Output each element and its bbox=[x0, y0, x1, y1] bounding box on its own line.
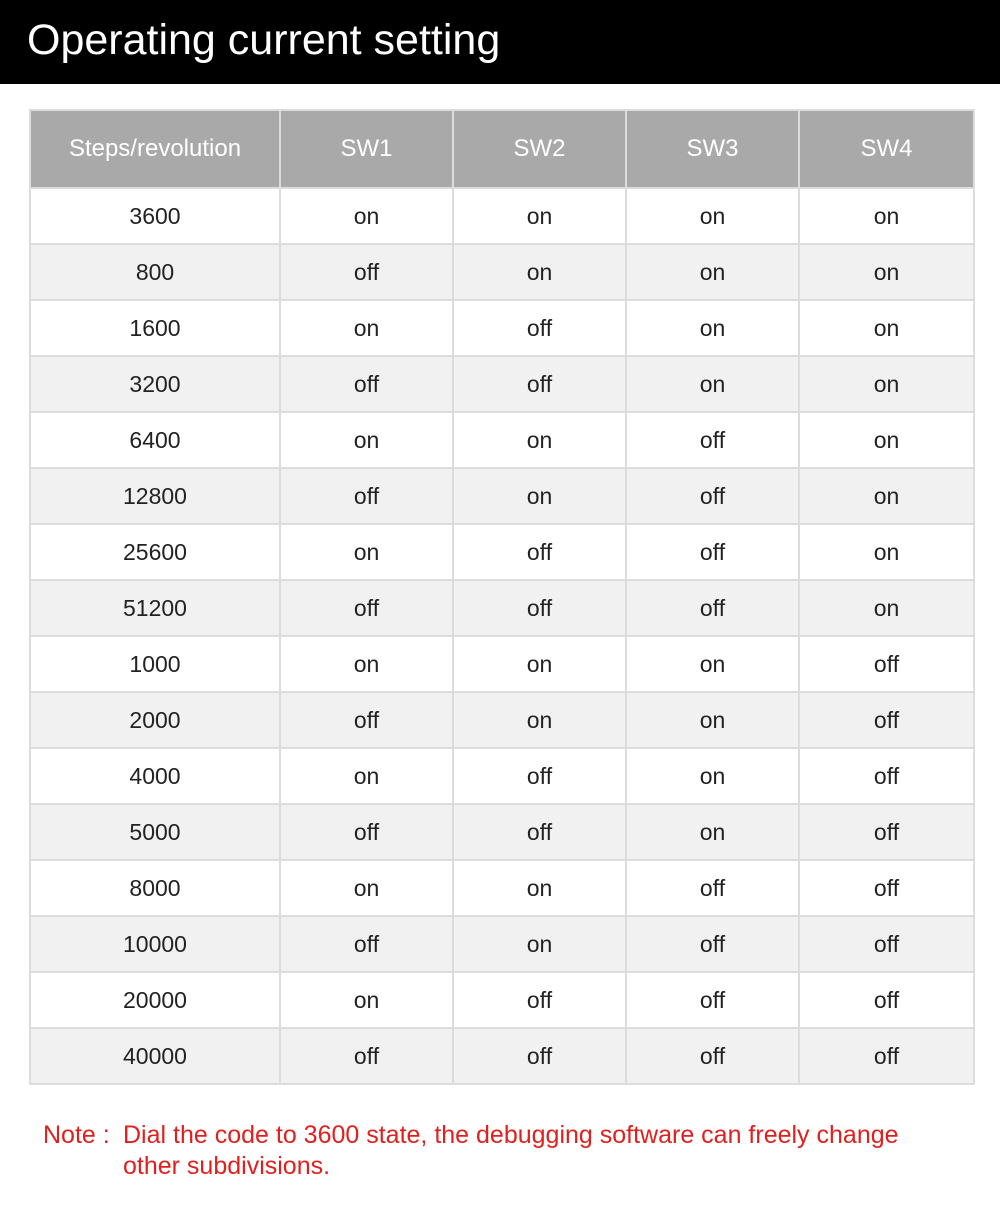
steps-cell: 2000 bbox=[30, 692, 280, 748]
sw1-cell: on bbox=[280, 636, 453, 692]
sw2-cell: off bbox=[453, 1028, 626, 1084]
column-header-sw3: SW3 bbox=[626, 110, 799, 188]
sw3-cell: on bbox=[626, 636, 799, 692]
sw2-cell: on bbox=[453, 860, 626, 916]
table-row bbox=[30, 356, 974, 412]
sw3-cell: on bbox=[626, 188, 799, 244]
steps-cell: 25600 bbox=[30, 524, 280, 580]
sw4-cell: off bbox=[799, 860, 974, 916]
sw3-cell: off bbox=[626, 412, 799, 468]
sw4-cell: off bbox=[799, 692, 974, 748]
sw4-cell: off bbox=[799, 1028, 974, 1084]
steps-cell: 8000 bbox=[30, 860, 280, 916]
table-row bbox=[30, 916, 974, 972]
sw3-cell: off bbox=[626, 860, 799, 916]
table-row bbox=[30, 524, 974, 580]
table-row bbox=[30, 636, 974, 692]
sw1-cell: on bbox=[280, 188, 453, 244]
table-row bbox=[30, 804, 974, 860]
sw2-cell: off bbox=[453, 356, 626, 412]
settings-table-container bbox=[29, 109, 973, 1085]
note bbox=[43, 1120, 943, 1182]
sw2-cell: off bbox=[453, 748, 626, 804]
sw1-cell: on bbox=[280, 524, 453, 580]
table-row bbox=[30, 1028, 974, 1084]
table-row bbox=[30, 580, 974, 636]
sw2-cell: on bbox=[453, 692, 626, 748]
sw3-cell: on bbox=[626, 748, 799, 804]
sw3-cell: on bbox=[626, 300, 799, 356]
note-text: Dial the code to 3600 state, the debugging software can freely change other subdivisions. bbox=[123, 1121, 899, 1180]
sw3-cell: off bbox=[626, 468, 799, 524]
sw1-cell: on bbox=[280, 300, 453, 356]
table-row bbox=[30, 188, 974, 244]
table-row bbox=[30, 244, 974, 300]
sw1-cell: on bbox=[280, 972, 453, 1028]
sw4-cell: on bbox=[799, 300, 974, 356]
table-row bbox=[30, 412, 974, 468]
column-header-sw1: SW1 bbox=[280, 110, 453, 188]
sw4-cell: off bbox=[799, 748, 974, 804]
sw4-cell: off bbox=[799, 636, 974, 692]
sw2-cell: on bbox=[453, 636, 626, 692]
steps-cell: 4000 bbox=[30, 748, 280, 804]
steps-cell: 40000 bbox=[30, 1028, 280, 1084]
table-row bbox=[30, 300, 974, 356]
sw4-cell: on bbox=[799, 524, 974, 580]
sw4-cell: off bbox=[799, 916, 974, 972]
table-body bbox=[30, 188, 974, 1084]
sw4-cell: off bbox=[799, 804, 974, 860]
steps-cell: 1000 bbox=[30, 636, 280, 692]
steps-cell: 3600 bbox=[30, 188, 280, 244]
sw2-cell: on bbox=[453, 188, 626, 244]
column-header-steps: Steps/revolution bbox=[30, 110, 280, 188]
sw1-cell: off bbox=[280, 356, 453, 412]
steps-cell: 6400 bbox=[30, 412, 280, 468]
sw1-cell: off bbox=[280, 244, 453, 300]
sw3-cell: off bbox=[626, 1028, 799, 1084]
sw4-cell: on bbox=[799, 244, 974, 300]
sw2-cell: off bbox=[453, 580, 626, 636]
sw1-cell: off bbox=[280, 1028, 453, 1084]
page-title: Operating current setting bbox=[27, 16, 501, 64]
sw1-cell: on bbox=[280, 748, 453, 804]
sw4-cell: on bbox=[799, 188, 974, 244]
steps-cell: 20000 bbox=[30, 972, 280, 1028]
table-header-row bbox=[30, 110, 974, 188]
title-bar bbox=[0, 0, 1000, 84]
table-row bbox=[30, 972, 974, 1028]
column-header-sw2: SW2 bbox=[453, 110, 626, 188]
steps-cell: 5000 bbox=[30, 804, 280, 860]
sw4-cell: on bbox=[799, 580, 974, 636]
sw4-cell: on bbox=[799, 412, 974, 468]
sw3-cell: on bbox=[626, 804, 799, 860]
sw2-cell: off bbox=[453, 972, 626, 1028]
sw3-cell: off bbox=[626, 972, 799, 1028]
sw1-cell: off bbox=[280, 468, 453, 524]
sw2-cell: off bbox=[453, 524, 626, 580]
sw2-cell: off bbox=[453, 300, 626, 356]
steps-cell: 3200 bbox=[30, 356, 280, 412]
steps-cell: 10000 bbox=[30, 916, 280, 972]
sw2-cell: on bbox=[453, 244, 626, 300]
table-row bbox=[30, 692, 974, 748]
subdivision-settings-table bbox=[29, 109, 975, 1085]
steps-cell: 12800 bbox=[30, 468, 280, 524]
steps-cell: 51200 bbox=[30, 580, 280, 636]
sw1-cell: off bbox=[280, 916, 453, 972]
table-row bbox=[30, 468, 974, 524]
sw1-cell: on bbox=[280, 860, 453, 916]
sw3-cell: off bbox=[626, 524, 799, 580]
sw1-cell: off bbox=[280, 692, 453, 748]
steps-cell: 1600 bbox=[30, 300, 280, 356]
sw3-cell: on bbox=[626, 692, 799, 748]
sw1-cell: off bbox=[280, 804, 453, 860]
steps-cell: 800 bbox=[30, 244, 280, 300]
sw2-cell: on bbox=[453, 916, 626, 972]
sw4-cell: on bbox=[799, 468, 974, 524]
column-header-sw4: SW4 bbox=[799, 110, 974, 188]
note-label: Note : bbox=[43, 1121, 110, 1149]
sw2-cell: on bbox=[453, 412, 626, 468]
sw3-cell: off bbox=[626, 916, 799, 972]
sw4-cell: on bbox=[799, 356, 974, 412]
sw2-cell: on bbox=[453, 468, 626, 524]
sw1-cell: on bbox=[280, 412, 453, 468]
sw3-cell: on bbox=[626, 244, 799, 300]
table-row bbox=[30, 748, 974, 804]
sw3-cell: on bbox=[626, 356, 799, 412]
sw3-cell: off bbox=[626, 580, 799, 636]
sw2-cell: off bbox=[453, 804, 626, 860]
sw4-cell: off bbox=[799, 972, 974, 1028]
table-row bbox=[30, 860, 974, 916]
sw1-cell: off bbox=[280, 580, 453, 636]
